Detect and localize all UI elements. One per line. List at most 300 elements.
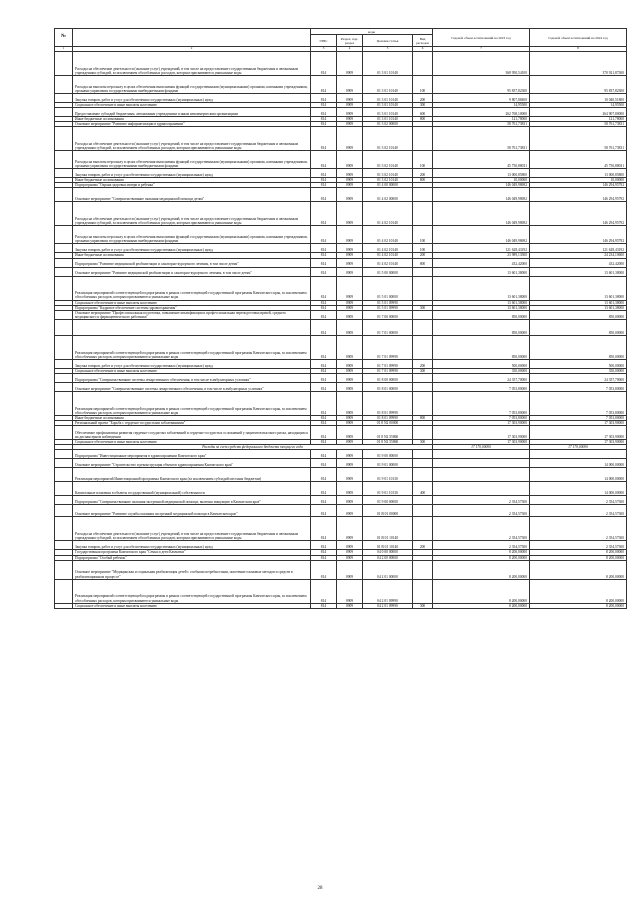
cell-name: Капитальные вложения в объекты государственной (муниципальной) собственности — [73, 482, 311, 496]
cell-number — [55, 276, 73, 300]
cell-name: Иные бюджетные ассигнования — [73, 253, 311, 258]
cell-name: Закупка товаров, работ и услуг для обеспечения государственных (муниципальных) нужд — [73, 94, 311, 103]
cell-volume-2023: 368 950,54100 — [433, 52, 530, 76]
cell-target: 01 4 02 00000 — [363, 188, 413, 202]
cell-target: 01 В 01 10140 — [363, 541, 413, 550]
cell-expense-type: 100 — [413, 244, 433, 253]
cell-name: Подпрограмма "Совершенствование оказания экстренной медицинской помощи, включая эвакуацию в Камчатском крае" — [73, 496, 311, 505]
cell-section: 0909 — [337, 335, 363, 359]
cell-number — [55, 258, 73, 267]
cell-grbs: 814 — [311, 560, 337, 579]
cell-section: 0909 — [337, 421, 363, 426]
cell-volume-2023 — [433, 482, 530, 496]
cell-grbs: 814 — [311, 127, 337, 151]
cell-section: 0909 — [337, 276, 363, 300]
column-number: 1 — [55, 47, 73, 52]
cell-section: 0909 — [337, 319, 363, 335]
cell-section: 0909 — [337, 550, 363, 555]
cell-volume-2023 — [433, 468, 530, 482]
cell-target: 01 4 02 10140 — [363, 226, 413, 244]
cell-grbs: 814 — [311, 117, 337, 122]
cell-section: 0909 — [337, 310, 363, 319]
cell-volume-2024: 17 303,90000 — [530, 421, 627, 426]
cell-volume-2024: 2 354,57300 — [530, 505, 627, 517]
cell-target: 01 8 N2 00000 — [363, 421, 413, 426]
cell-volume-2023: 850,00000 — [433, 335, 530, 359]
cell-grbs: 814 — [311, 335, 337, 359]
cell-volume-2023: 121,78000 — [433, 117, 530, 122]
cell-volume-2023: 13 000,85800 — [433, 169, 530, 178]
cell-section: 0909 — [337, 103, 363, 108]
cell-volume-2023: 13 601,38000 — [433, 267, 530, 276]
cell-section: 0909 — [337, 383, 363, 392]
table-row — [55, 127, 627, 151]
table-row — [55, 517, 627, 541]
cell-name: Социальное обеспечение и иные выплаты населению — [73, 103, 311, 108]
cell-volume-2023: 432,42000 — [433, 258, 530, 267]
cell-name: Государственная программа Камчатского края "Семья и дети Камчатки" — [73, 550, 311, 555]
cell-expense-type — [413, 505, 433, 517]
table-row — [55, 603, 627, 608]
cell-section: 0909 — [337, 202, 363, 226]
cell-section: 0909 — [337, 440, 363, 445]
cell-target: 01 5 01 09990 — [363, 300, 413, 305]
cell-expense-type: 800 — [413, 117, 433, 122]
table-row — [55, 374, 627, 383]
cell-section: 0909 — [337, 122, 363, 127]
cell-grbs: 814 — [311, 517, 337, 541]
cell-section: 0909 — [337, 305, 363, 310]
cell-expense-type: 200 — [413, 169, 433, 178]
header-grbs: ГРБС — [311, 35, 337, 47]
cell-grbs: 814 — [311, 555, 337, 560]
cell-volume-2023: 2 354,57300 — [433, 517, 530, 541]
cell-expense-type: 100 — [413, 151, 433, 169]
cell-target: 01 4 02 10140 — [363, 258, 413, 267]
cell-name: Расходы на обеспечение деятельности (оказание услуг) учреждений, в том числе на предоставление государственным бюджетным и автономным учреждениям субсидий, за исключением обособленных расходов, которым присваиваются уникальные коды — [73, 127, 311, 151]
cell-expense-type — [413, 383, 433, 392]
cell-volume-2024: 121 628,43192 — [530, 244, 627, 253]
cell-volume-2024: 14 000,00000 — [530, 459, 627, 468]
cell-volume-2024: 432,42000 — [530, 258, 627, 267]
cell-section: 0909 — [337, 253, 363, 258]
table-row — [55, 52, 627, 76]
cell-expense-type — [413, 127, 433, 151]
cell-name: Социальное обеспечение и иные выплаты населению — [73, 300, 311, 305]
cell-expense-type — [413, 319, 433, 335]
cell-target: 01 8 N2 55860 — [363, 426, 413, 440]
cell-name: Иные бюджетные ассигнования — [73, 416, 311, 421]
cell-expense-type: 200 — [413, 253, 433, 258]
cell-number — [55, 468, 73, 482]
cell-section: 0909 — [337, 226, 363, 244]
cell-section: 0909 — [337, 267, 363, 276]
column-number: 8 — [530, 47, 627, 52]
cell-grbs: 814 — [311, 416, 337, 421]
column-number: 5 — [363, 47, 413, 52]
cell-section: 0909 — [337, 392, 363, 416]
cell-target: 01 4 02 10140 — [363, 202, 413, 226]
cell-target: 01 В 01 00000 — [363, 505, 413, 517]
cell-grbs: 814 — [311, 188, 337, 202]
cell-volume-2023: 350,00000 — [433, 368, 530, 373]
cell-name: Основное мероприятие "Медицинская и социальная реабилитация детей с особыми потребностями, попечение плановых методов и средств в реабилитационном процессе" — [73, 560, 311, 579]
table-row — [55, 505, 627, 517]
cell-section: 0909 — [337, 555, 363, 560]
cell-number — [55, 319, 73, 335]
table-row — [55, 496, 627, 505]
cell-volume-2024: 2 354,57300 — [530, 517, 627, 541]
cell-volume-2024: 2 354,57300 — [530, 541, 627, 550]
cell-number — [55, 517, 73, 541]
cell-section: 0909 — [337, 151, 363, 169]
cell-volume-2024: 24 234,10600 — [530, 253, 627, 258]
budget-table-sheet — [54, 28, 626, 609]
cell-target: 04 2 00 00000 — [363, 555, 413, 560]
cell-expense-type — [413, 450, 433, 459]
cell-grbs: 814 — [311, 183, 337, 188]
cell-volume-2024: 8 200,00000 — [530, 560, 627, 579]
header-volume-2024: Годовой объем ассигнований на 2024 год — [530, 29, 627, 47]
cell-name: Закупка товаров, работ и услуг для обеспечения государственных (муниципальных) нужд — [73, 541, 311, 550]
cell-section: 0909 — [337, 541, 363, 550]
cell-expense-type — [413, 496, 433, 505]
cell-name: Основное мероприятие "Развитие службы оказания экстренной медицинской помощи в Камчатском крае" — [73, 505, 311, 517]
cell-expense-type: 300 — [413, 440, 433, 445]
cell-volume-2023: 2 354,57300 — [433, 541, 530, 550]
cell-volume-2023: 146 049,98692 — [433, 202, 530, 226]
cell-section: 0909 — [337, 117, 363, 122]
cell-target: 04 2 01 00000 — [363, 560, 413, 579]
cell-expense-type — [413, 459, 433, 468]
cell-expense-type: 400 — [413, 482, 433, 496]
table-row — [55, 541, 627, 550]
cell-expense-type — [413, 310, 433, 319]
cell-number — [55, 383, 73, 392]
cell-volume-2024: 14 000,00000 — [530, 482, 627, 496]
cell-section: 0909 — [337, 76, 363, 94]
cell-volume-2024: 10,00000 — [530, 178, 627, 183]
cell-section: 0909 — [337, 188, 363, 202]
cell-expense-type — [413, 579, 433, 603]
cell-volume-2024: 17 303,90000 — [530, 426, 627, 440]
cell-target: 01 7 00 00000 — [363, 310, 413, 319]
cell-name: Подпрограмма "Инвестиционные мероприятия в здравоохранении Камчатского края" — [73, 450, 311, 459]
cell-volume-2023 — [433, 450, 530, 459]
cell-target: 01 4 02 10140 — [363, 244, 413, 253]
table-row — [55, 244, 627, 253]
cell-volume-2024 — [530, 450, 627, 459]
cell-grbs: 814 — [311, 103, 337, 108]
cell-volume-2024: 13 601,38000 — [530, 276, 627, 300]
cell-volume-2024: 850,00000 — [530, 310, 627, 319]
cell-target: 01 4 02 10140 — [363, 253, 413, 258]
cell-target: 01 5 01 09990 — [363, 305, 413, 310]
cell-section: 0909 — [337, 178, 363, 183]
cell-grbs: 814 — [311, 202, 337, 226]
cell-grbs: 814 — [311, 374, 337, 383]
cell-volume-2024: 13 000,85800 — [530, 169, 627, 178]
cell-number — [55, 603, 73, 608]
cell-number — [55, 310, 73, 319]
cell-section: 0909 — [337, 482, 363, 496]
column-number: 3 — [311, 47, 337, 52]
cell-volume-2024: 146 294,95792 — [530, 226, 627, 244]
cell-volume-2024: 8 200,00000 — [530, 579, 627, 603]
cell-grbs: 814 — [311, 267, 337, 276]
cell-volume-2023: 17 303,90000 — [433, 440, 530, 445]
cell-volume-2024: 8 200,00000 — [530, 555, 627, 560]
cell-expense-type — [413, 202, 433, 226]
cell-target: 01 7 01 09990 — [363, 335, 413, 359]
cell-target: 01 3 01 10140 — [363, 94, 413, 103]
cell-volume-2023: 17 303,90000 — [433, 426, 530, 440]
table-row — [55, 76, 627, 94]
cell-number — [55, 459, 73, 468]
cell-name: Реализация мероприятий соответствующей подпрограммы в рамках соответствующей государственной программы Камчатского края, за исключением обособленных расходов, которым присваиваются уникальные коды — [73, 335, 311, 359]
cell-target: 01 3 01 10140 — [363, 103, 413, 108]
cell-name: Закупка товаров, работ и услуг для обеспечения государственных (муниципальных) нужд — [73, 169, 311, 178]
cell-volume-2024: 146 294,95792 — [530, 183, 627, 188]
cell-target: 01 3 02 10140 — [363, 178, 413, 183]
cell-target: 01 7 01 09990 — [363, 368, 413, 373]
cell-volume-2024: 58 761,73831 — [530, 122, 627, 127]
page-number: 28 — [317, 886, 323, 891]
cell-number — [55, 450, 73, 459]
cell-section: 0909 — [337, 560, 363, 579]
cell-volume-2024: 13 601,38000 — [530, 300, 627, 305]
cell-grbs: 814 — [311, 426, 337, 440]
cell-volume-2024: 500,00000 — [530, 359, 627, 368]
cell-expense-type: 300 — [413, 368, 433, 373]
cell-section: 0909 — [337, 426, 363, 440]
cell-grbs: 814 — [311, 468, 337, 482]
cell-volume-2023: 58 761,73831 — [433, 127, 530, 151]
cell-number — [55, 188, 73, 202]
cell-volume-2023: 146 049,98692 — [433, 183, 530, 188]
cell-target: 01 7 01 00000 — [363, 319, 413, 335]
cell-name: Подпрограмма "Кадровое обеспечение системы здравоохранения" — [73, 305, 311, 310]
cell-name: Предоставление субсидий бюджетным, автономным учреждениям и иным некоммерческим организациям — [73, 108, 311, 117]
cell-number — [55, 496, 73, 505]
cell-grbs: 814 — [311, 505, 337, 517]
cell-section: 0909 — [337, 603, 363, 608]
cell-volume-2023: 850,00000 — [433, 319, 530, 335]
cell-volume-2023 — [433, 459, 530, 468]
cell-grbs: 814 — [311, 541, 337, 550]
cell-number — [55, 108, 73, 117]
cell-target: 01 8 01 00000 — [363, 383, 413, 392]
header-name — [73, 29, 311, 47]
cell-name: Подпрограмма "Особый ребенок" — [73, 555, 311, 560]
cell-expense-type: 800 — [413, 258, 433, 267]
cell-grbs: 814 — [311, 319, 337, 335]
cell-grbs: 814 — [311, 496, 337, 505]
cell-number — [55, 52, 73, 76]
cell-grbs: 814 — [311, 253, 337, 258]
cell-name: Реализация мероприятий соответствующей подпрограммы в рамках соответствующей государственной программы Камчатского края, за исключением обособленных расходов, которым присваиваются уникальные коды — [73, 276, 311, 300]
cell-number — [55, 127, 73, 151]
cell-name: Подпрограмма "Совершенствование системы лекарственного обеспечения, в том числе в амбулаторных условиях" — [73, 374, 311, 383]
cell-grbs: 814 — [311, 244, 337, 253]
cell-expense-type: 300 — [413, 603, 433, 608]
cell-section: 0909 — [337, 374, 363, 383]
cell-target: 01 5 00 00000 — [363, 267, 413, 276]
cell-expense-type — [413, 276, 433, 300]
cell-volume-2024: 8 200,00000 — [530, 550, 627, 555]
cell-name: Социальное обеспечение и иные выплаты населению — [73, 440, 311, 445]
cell-volume-2024: 13 601,38000 — [530, 305, 627, 310]
cell-volume-2023: 45 750,88031 — [433, 151, 530, 169]
cell-volume-2023: 146 049,98692 — [433, 226, 530, 244]
cell-name: Социальное обеспечение и иные выплаты населению — [73, 603, 311, 608]
cell-volume-2024: 146 294,95792 — [530, 202, 627, 226]
cell-section: 0909 — [337, 505, 363, 517]
cell-number — [55, 505, 73, 517]
cell-volume-2023: 9 807,88400 — [433, 94, 530, 103]
cell-grbs: 814 — [311, 276, 337, 300]
table-row — [55, 383, 627, 392]
cell-name: Расходы на выплаты персоналу в целях обеспечения выполнения функций государственными (муниципальными) органами, казенными учреждениями, органами управления государственными внебюджетными фондами — [73, 226, 311, 244]
cell-expense-type — [413, 392, 433, 416]
table-row — [55, 108, 627, 117]
table-row — [55, 450, 627, 459]
cell-number — [55, 560, 73, 579]
cell-number — [55, 426, 73, 440]
cell-volume-2023: 8 200,00000 — [433, 555, 530, 560]
cell-section: 0909 — [337, 368, 363, 373]
table-row — [55, 359, 627, 368]
cell-grbs: 814 — [311, 550, 337, 555]
cell-volume-2023: 850,00000 — [433, 310, 530, 319]
cell-section: 0909 — [337, 300, 363, 305]
cell-name: Основное мероприятие "Совершенствование системы лекарственного обеспечения, в том числе в амбулаторных условиях" — [73, 383, 311, 392]
table-row — [55, 468, 627, 482]
header-expense-type: Вид расходов — [413, 35, 433, 47]
cell-target: 01 3 02 00000 — [363, 122, 413, 127]
cell-volume-2023: 8 200,00000 — [433, 603, 530, 608]
cell-section: 0909 — [337, 517, 363, 541]
cell-number — [55, 76, 73, 94]
cell-volume-2023: 8 200,00000 — [433, 579, 530, 603]
cell-name: Основное мероприятие "Строительство и реконструкция объектов здравоохранения Камчатского края" — [73, 459, 311, 468]
cell-target: 04 0 00 00000 — [363, 550, 413, 555]
cell-expense-type: 300 — [413, 103, 433, 108]
header-section: Раздел, под-раздел — [337, 35, 363, 47]
cell-volume-2024: 850,00000 — [530, 319, 627, 335]
table-row — [55, 151, 627, 169]
cell-expense-type: 200 — [413, 541, 433, 550]
cell-grbs: 814 — [311, 76, 337, 94]
cell-name — [73, 319, 311, 335]
cell-number — [55, 579, 73, 603]
cell-name: Региональный проект "Борьба с сердечно-сосудистыми заболеваниями" — [73, 421, 311, 426]
cell-name: Расходы на выплаты персоналу в целях обеспечения выполнения функций государственными (муниципальными) органами, казенными учреждениями, органами управления государственными внебюджетными фондами — [73, 151, 311, 169]
table-row — [55, 258, 627, 267]
column-number: 6 — [413, 47, 433, 52]
cell-number — [55, 335, 73, 359]
cell-volume-2024: 58 761,73831 — [530, 127, 627, 151]
cell-grbs: 814 — [311, 482, 337, 496]
cell-expense-type — [413, 188, 433, 202]
cell-name: Основное мероприятие "Совершенствование оказания медицинской помощи детям" — [73, 188, 311, 202]
cell-number — [55, 482, 73, 496]
cell-target: 01 3 02 10140 — [363, 169, 413, 178]
cell-name: Иные бюджетные ассигнования — [73, 178, 311, 183]
table-row — [55, 392, 627, 416]
cell-expense-type: 100 — [413, 226, 433, 244]
cell-section: 0909 — [337, 169, 363, 178]
cell-grbs: 814 — [311, 368, 337, 373]
cell-expense-type — [413, 335, 433, 359]
table-row — [55, 319, 627, 335]
cell-name: Обеспечение профилактики развития сердечно-сосудистых заболеваний и сердечно-сосудистых осложнений у пациентов высокого риска, находящихся на диспансерном наблюдении — [73, 426, 311, 440]
cell-expense-type — [413, 426, 433, 440]
note-cell: Расходы за счет средств федерального бюджета текущего года — [73, 445, 433, 450]
cell-section: 0909 — [337, 244, 363, 253]
cell-volume-2023: 13 601,38000 — [433, 305, 530, 310]
cell-expense-type: 300 — [413, 305, 433, 310]
header-number: № — [55, 29, 73, 47]
cell-grbs: 814 — [311, 421, 337, 426]
cell-expense-type — [413, 517, 433, 541]
cell-target: 01 3 01 10140 — [363, 52, 413, 76]
cell-volume-2024: 7 053,80000 — [530, 383, 627, 392]
cell-number — [55, 244, 73, 253]
cell-volume-2024: 45 750,88031 — [530, 151, 627, 169]
cell-expense-type: 200 — [413, 359, 433, 368]
cell-number — [55, 359, 73, 368]
cell-grbs: 814 — [311, 440, 337, 445]
column-number: 7 — [433, 47, 530, 52]
cell-name: Закупка товаров, работ и услуг для обеспечения государственных (муниципальных) нужд — [73, 359, 311, 368]
cell-volume-2024: 370 921,87300 — [530, 52, 627, 76]
cell-name: Расходы на обеспечение деятельности (оказание услуг) учреждений, в том числе на предоставление государственным бюджетным и автономным учреждениям субсидий, за исключением обособленных расходов, которым присваиваются уникальные коды — [73, 202, 311, 226]
header-volume-2023: Годовой объем ассигнований на 2023 год — [433, 29, 530, 47]
cell-volume-2023: 8 200,00000 — [433, 550, 530, 555]
table-row — [55, 169, 627, 178]
table-row — [55, 267, 627, 276]
cell-section: 0909 — [337, 579, 363, 603]
header-codes: коды — [311, 29, 433, 35]
cell-section: 0909 — [337, 127, 363, 151]
cell-target: 01 3 02 10140 — [363, 127, 413, 151]
table-row — [55, 482, 627, 496]
cell-volume-2023: 23 989,13500 — [433, 253, 530, 258]
table-row — [55, 276, 627, 300]
cell-name: Реализация мероприятий Инвестиционной программы Камчатского края (за исключением субсидий местным бюджетам) — [73, 468, 311, 482]
cell-number — [55, 226, 73, 244]
cell-target: 01 9 00 00000 — [363, 496, 413, 505]
table-row — [55, 459, 627, 468]
table-row — [55, 188, 627, 202]
cell-volume-2023: 262 768,10000 — [433, 108, 530, 117]
cell-target: 01 7 01 09990 — [363, 359, 413, 368]
cell-grbs: 814 — [311, 226, 337, 244]
cell-name: Реализация мероприятий соответствующей подпрограммы в рамках соответствующей государственной программы Камчатского края, за исключением обособленных расходов, которым присваиваются уникальные коды — [73, 579, 311, 603]
table-row — [55, 202, 627, 226]
cell-volume-2023: 500,00000 — [433, 359, 530, 368]
cell-grbs: 814 — [311, 122, 337, 127]
cell-target: 01 3 01 10140 — [363, 117, 413, 122]
cell-volume-2023: 13 601,38000 — [433, 300, 530, 305]
cell-grbs: 814 — [311, 359, 337, 368]
header-target: Целевая статья — [363, 35, 413, 47]
cell-target: 01 9 01 00000 — [363, 459, 413, 468]
cell-volume-2024: 264 907,80000 — [530, 108, 627, 117]
cell-name: Социальное обеспечение и иные выплаты населению — [73, 368, 311, 373]
table-body — [55, 52, 627, 609]
